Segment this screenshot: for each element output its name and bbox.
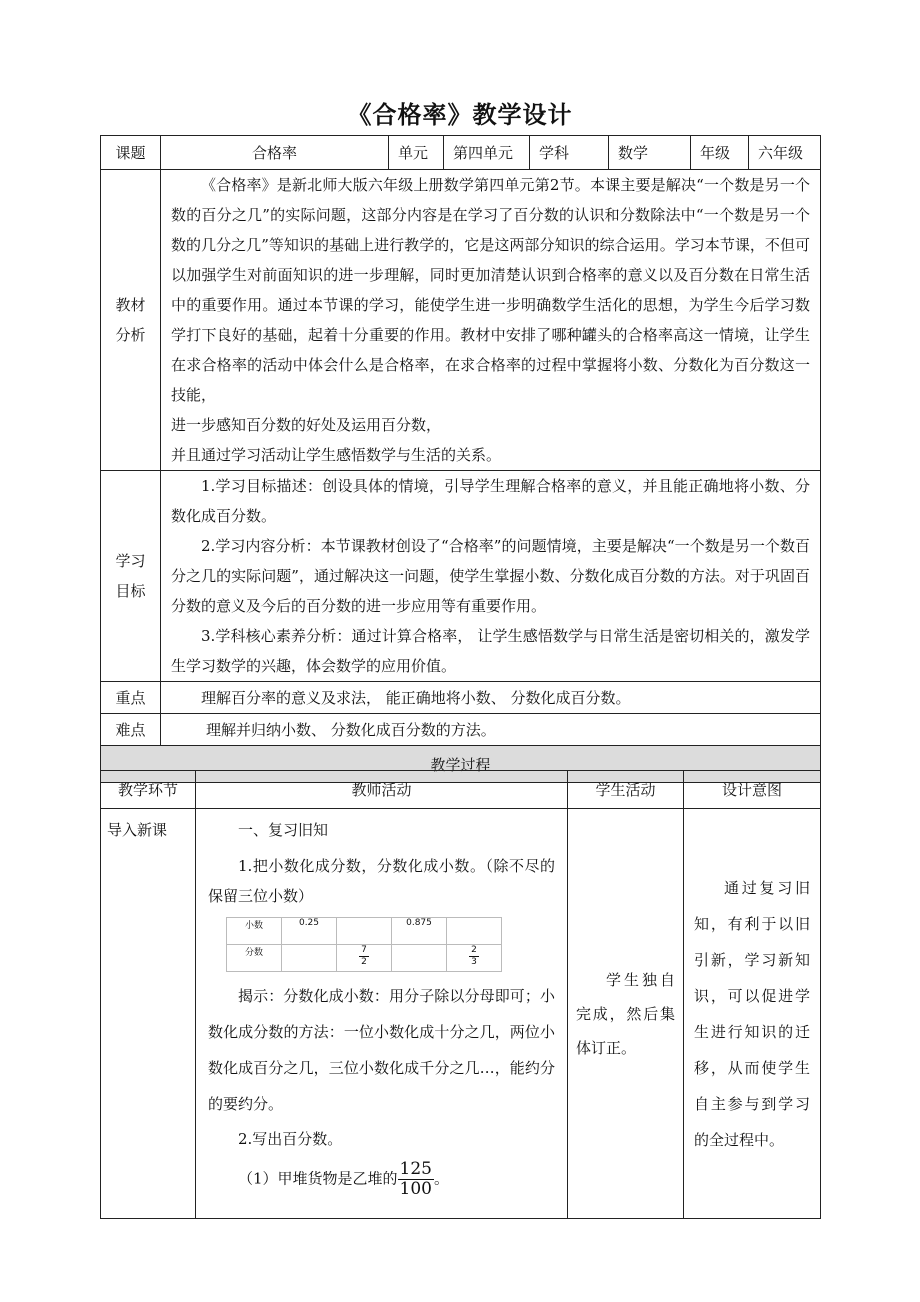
conversion-table (226, 917, 502, 972)
unit-value: 第四单元 (444, 136, 530, 170)
unit-label: 单元 (389, 136, 444, 170)
fraction-numerator: 7 (361, 945, 367, 955)
mini-cell-empty (447, 918, 502, 945)
goal-3: 3.学科核心素养分析：通过计算合格率， 让学生感悟数学与日常生活是密切相关的，激发学生学习数学的兴趣，体会数学的应用价值。 (171, 627, 810, 675)
goals-content (161, 471, 821, 682)
goals-label-text: 学习目标 (115, 552, 146, 600)
mini-fraction-1 (337, 945, 392, 972)
analysis-content (161, 170, 821, 471)
topic-value: 合格率 (161, 136, 389, 170)
fraction-numerator: 2 (471, 945, 477, 955)
analysis-row (101, 170, 821, 471)
page-title: 《合格率》教学设计 (347, 100, 573, 129)
mini-cell-empty (282, 945, 337, 972)
design-intent: 通过复习旧知，有利于以旧引新，学习新知识，可以促进学生进行知识的迁移，从而使学生自主参与到学习的全过程中。 (694, 878, 810, 1149)
analysis-label-text: 教材分析 (115, 296, 146, 344)
process-row-intro (101, 809, 821, 1219)
key-point-label: 重点 (101, 682, 161, 714)
header-student: 学生活动 (568, 771, 684, 809)
goals-row (101, 471, 821, 682)
difficulty-label: 难点 (101, 714, 161, 746)
difficulty-text: 理解并归纳小数、 分数化成百分数的方法。 (161, 714, 821, 746)
student-activity: 学生独自完成，然后集体订正。 (576, 970, 675, 1057)
student-activity-cell (568, 809, 684, 1219)
process-table (100, 770, 821, 1219)
info-row (101, 136, 821, 170)
analysis-paragraph: 《合格率》是新北师大版六年级上册数学第四单元第2节。本课主要是解决“一个数是另一个数的百分之几”的实际问题，这部分内容是在学习了百分数的认识和分数除法中“一个数是另一个数的几分之几”等知识的基础上进行教学的，它是这两部分知识的综合运用。学习本节课，不但可以加强学生对前面知识的进一步理解，同时更加清楚认识到合格率的意义以及百分数在日常生活中的重要作用。通过本节课的学习，能使学生进一步明确数学生活化的思想，为学生今后学习数学打下良好的基础，起着十分重要的作用。教材中安排了哪种罐头的合格率高这一情境，让学生在求合格率的活动中体会什么是合格率，在求合格率的过程中掌握将小数、分数化为百分数这一技能， (171, 176, 810, 404)
stage-name: 导入新课 (101, 809, 196, 1219)
process-header-row (101, 771, 821, 809)
question-1-suffix: 。 (434, 1169, 450, 1188)
process-section-title: 教学过程 (101, 746, 821, 783)
topic-label: 课题 (101, 136, 161, 170)
mini-label-fraction: 分数 (227, 945, 282, 972)
difficulty-row (101, 714, 821, 746)
mini-cell-empty (392, 945, 447, 972)
review-heading: 一、复习旧知 (238, 821, 329, 839)
analysis-line-3: 并且通过学习活动让学生感悟数学与生活的关系。 (171, 446, 502, 464)
mini-decimal-1: 0.25 (282, 918, 337, 945)
teacher-activity (196, 809, 568, 1219)
analysis-label (101, 170, 161, 471)
lesson-info-table (100, 135, 821, 783)
key-point-text: 理解百分率的意义及求法， 能正确地将小数、 分数化成百分数。 (161, 682, 821, 714)
fraction-denominator: 100 (399, 1179, 432, 1199)
task-1: 1.把小数化成分数，分数化成小数。（除不尽的保留三位小数） (208, 857, 555, 905)
header-teacher: 教师活动 (196, 771, 568, 809)
task-2: 2.写出百分数。 (238, 1130, 343, 1148)
mini-label-decimal: 小数 (227, 918, 282, 945)
design-intent-cell (684, 809, 821, 1219)
goals-label (101, 471, 161, 682)
hint-text: 揭示：分数化成小数：用分子除以分母即可；小数化成分数的方法：一位小数化成十分之几，两位小数化成百分之几，三位小数化成千分之几…，能约分的要约分。 (208, 987, 555, 1113)
question-1 (208, 1160, 555, 1199)
mini-decimal-2: 0.875 (392, 918, 447, 945)
analysis-line-2: 进一步感知百分数的好处及运用百分数， (171, 416, 442, 434)
question-1-prefix: （1）甲堆货物是乙堆的 (238, 1169, 398, 1188)
mini-cell-empty (337, 918, 392, 945)
goal-1: 1.学习目标描述：创设具体的情境，引导学生理解合格率的意义，并且能正确地将小数、分数化成百分数。 (171, 477, 810, 525)
fraction-denominator: 2 (361, 957, 367, 967)
fraction-numerator: 125 (399, 1159, 432, 1179)
header-stage: 教学环节 (101, 771, 196, 809)
header-intent: 设计意图 (684, 771, 821, 809)
mini-fraction-2 (447, 945, 502, 972)
fraction-denominator: 3 (471, 957, 477, 967)
grade-value: 六年级 (749, 136, 821, 170)
subject-value: 数学 (609, 136, 691, 170)
subject-label: 学科 (530, 136, 609, 170)
key-point-row (101, 682, 821, 714)
grade-label: 年级 (691, 136, 749, 170)
goal-2: 2.学习内容分析：本节课教材创设了“合格率”的问题情境，主要是解决“一个数是另一个数百分之几的实际问题”，通过解决这一问题，使学生掌握小数、分数化成百分数的方法。对于巩固百分数的意义及今后的百分数的进一步应用等有重要作用。 (171, 537, 810, 615)
